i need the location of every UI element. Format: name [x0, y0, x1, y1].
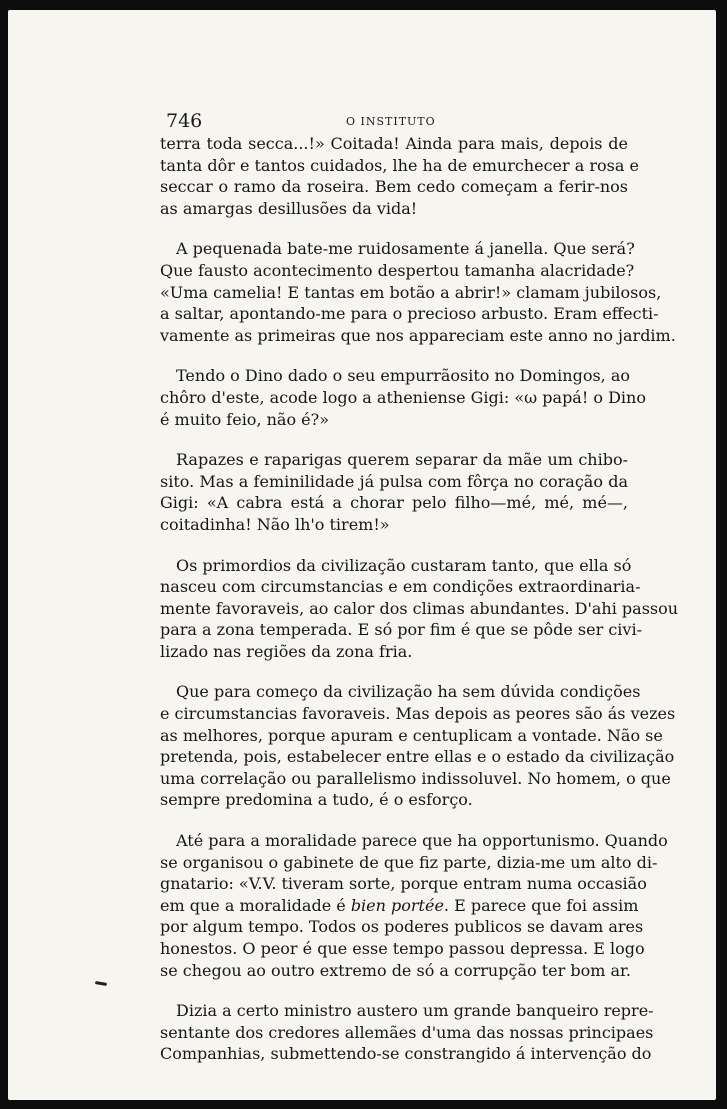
paragraph	[160, 365, 646, 430]
text-line: Que para começo da civilização ha sem dúvida condições	[176, 682, 641, 702]
running-title: O INSTITUTO	[346, 115, 436, 128]
text-line: mente favoraveis, ao calor dos climas abundantes. D'ahi passou	[160, 598, 679, 618]
page-header	[166, 110, 636, 134]
text-line: Tendo o Dino dado o seu empurrãosito no Domingos, ao	[176, 366, 631, 386]
text-line: pretenda, pois, estabelecer entre ellas e o estado da civilização	[160, 747, 675, 767]
text-line: e circumstancias favoraveis. Mas depois as peores são ás vezes	[160, 704, 676, 724]
text-line: sito. Mas a feminilidade já pulsa com fôrça no coração da	[160, 471, 628, 491]
page-number: 746	[166, 110, 203, 132]
text-line: por algum tempo. Todos os poderes publicos se davam ares	[160, 917, 644, 937]
paragraph	[160, 1000, 654, 1065]
text-line: Até para a moralidade parece que ha opportunismo. Quando	[176, 831, 668, 851]
paragraph	[160, 133, 639, 219]
text-line: gnatario: «V.V. tiveram sorte, porque entram numa occasião	[160, 874, 647, 894]
body-text	[160, 133, 679, 1084]
text-line: tanta dôr e tantos cuidados, lhe ha de emurchecer a rosa e	[160, 155, 639, 175]
text-line: vamente as primeiras que nos appareciam este anno no jardim.	[160, 325, 676, 345]
text-line: coitadinha! Não lh'o tirem!»	[160, 514, 390, 534]
text-line: Rapazes e raparigas querem separar da mãe um chibo-	[176, 450, 628, 470]
text-line: se organisou o gabinete de que fiz parte, dizia-me um alto di-	[160, 852, 658, 872]
text-line: em que a moralidade é bien portée. E parece que foi assim	[160, 895, 639, 915]
text-line: se chegou ao outro extremo de só a corrupção ter bom ar.	[160, 960, 631, 980]
text-line: terra toda secca...!» Coitada! Ainda para mais, depois de	[160, 134, 628, 153]
text-line: as melhores, porque apuram e centuplicam a vontade. Não se	[160, 725, 663, 745]
paragraph	[160, 681, 676, 811]
paragraph	[160, 449, 628, 535]
text-line: Os primordios da civilização custaram tanto, que ella só	[176, 555, 632, 575]
paragraph	[160, 830, 668, 981]
text-line: lizado nas regiões da zona fria.	[160, 641, 413, 661]
text-line: é muito feio, não é?»	[160, 409, 330, 429]
text-line: honestos. O peor é que esse tempo passou depressa. E logo	[160, 939, 645, 958]
text-line: chôro d'este, acode logo a atheniense Gigi: «ω papá! o Dino	[160, 387, 646, 407]
text-line: sempre predomina a tudo, é o esforço.	[160, 790, 473, 810]
text-line: para a zona temperada. E só por fim é que se pôde ser civi-	[160, 620, 642, 640]
text-line: Que fausto acontecimento despertou tamanha alacridade?	[160, 260, 635, 280]
text-line: Gigi: «A cabra está a chorar pelo filho—mé, mé, mé—,	[160, 493, 628, 513]
text-line: seccar o ramo da roseira. Bem cedo começam a ferir-nos	[160, 177, 628, 197]
text-line: nasceu com circumstancias e em condições extraordinaria-	[160, 577, 641, 597]
text-line: A pequenada bate-me ruidosamente á janella. Que será?	[176, 239, 635, 259]
text-line: as amargas desillusões da vida!	[160, 198, 418, 218]
text-line: a saltar, apontando-me para o precioso arbusto. Eram effecti-	[160, 304, 659, 324]
paragraph	[160, 555, 679, 663]
italic-phrase: bien portée	[350, 895, 444, 915]
text-line: «Uma camelia! E tantas em botão a abrir!» clamam jubilosos,	[160, 282, 662, 302]
text-line: Dizia a certo ministro austero um grande banqueiro repre-	[176, 1001, 654, 1021]
text-line: Companhias, submettendo-se constrangido á intervenção do	[160, 1044, 652, 1064]
text-line: sentante dos credores allemães d'uma das nossas principaes	[160, 1022, 654, 1042]
paragraph	[160, 238, 676, 346]
text-line: uma correlação ou parallelismo indissoluvel. No homem, o que	[160, 768, 671, 788]
